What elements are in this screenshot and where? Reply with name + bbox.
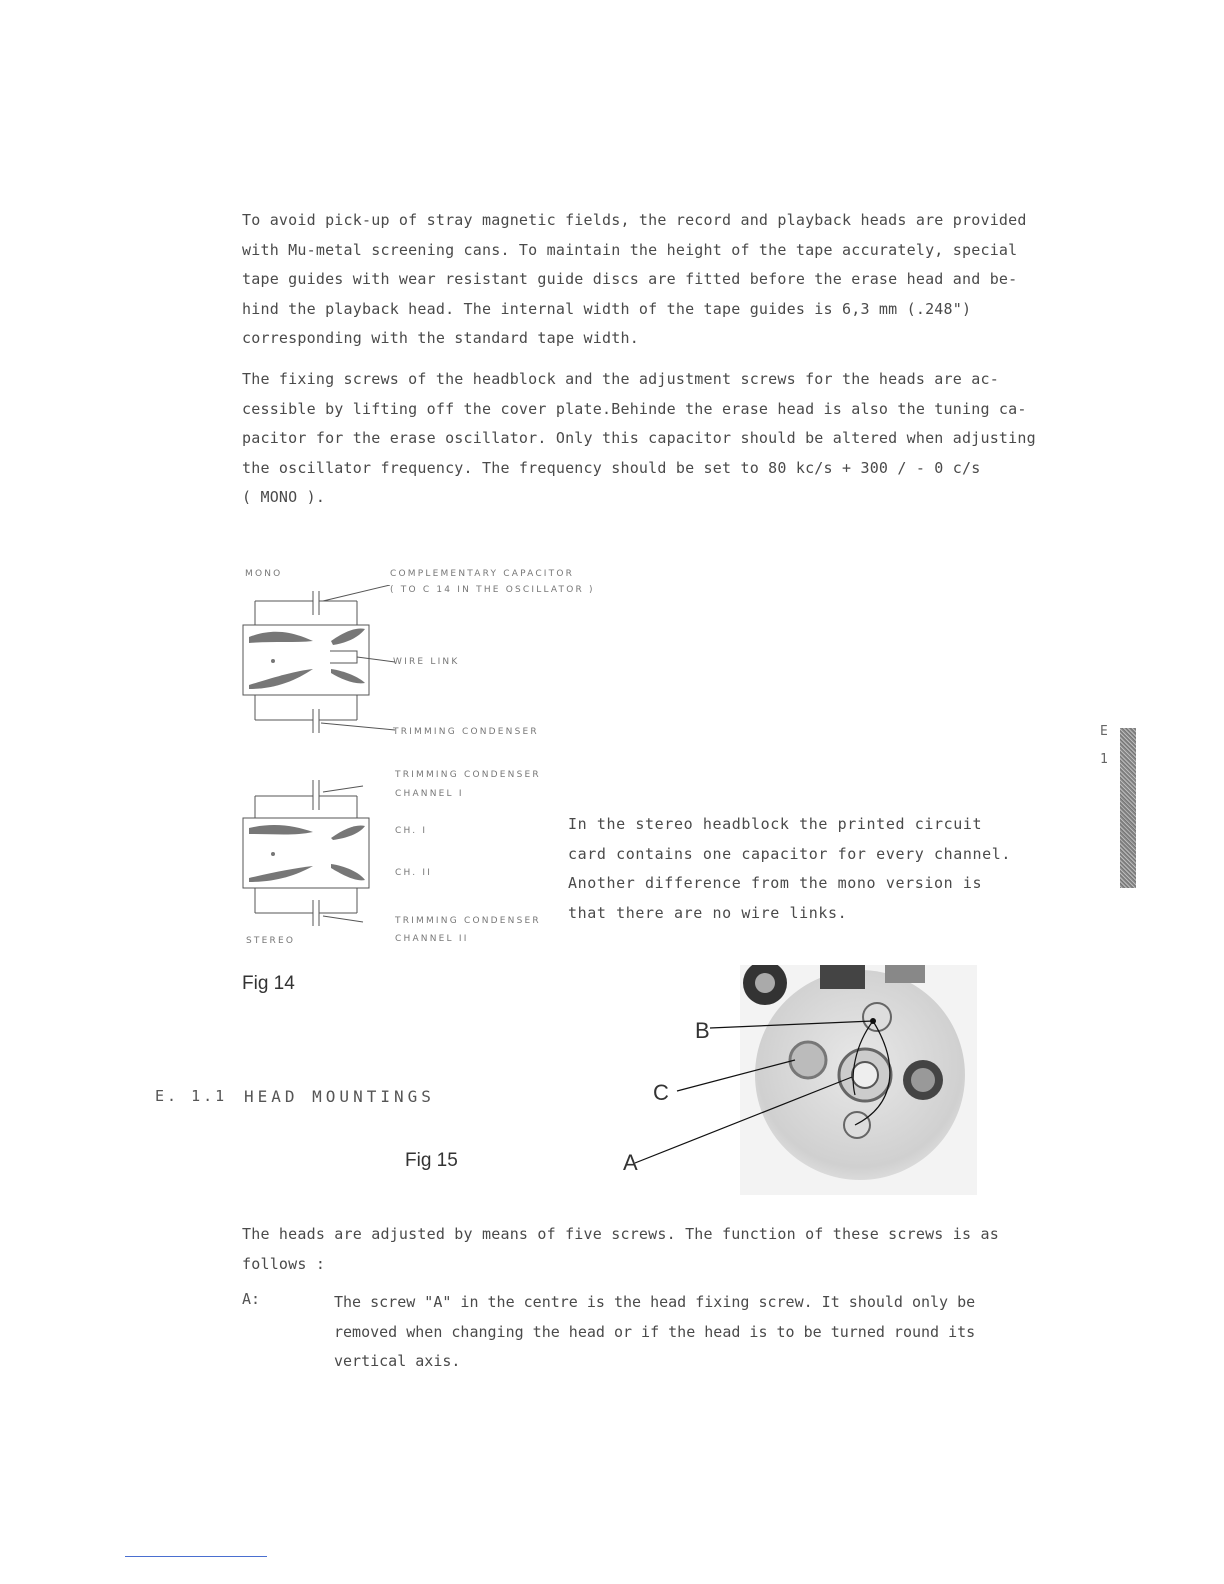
head-mounting-photo xyxy=(615,965,977,1195)
footer-rule xyxy=(125,1556,267,1557)
paragraph-2-line: pacitor for the erase oscillator. Only this capacitor should be altered when adjusting xyxy=(242,429,1036,447)
stereo-description-line: Another difference from the mono version is xyxy=(568,874,983,892)
trimming-condenser-channel-1-sublabel: CHANNEL I xyxy=(395,789,464,799)
trimming-condenser-label: TRIMMING CONDENSER xyxy=(393,727,539,737)
side-tab xyxy=(1120,728,1136,888)
item-a-label: A: xyxy=(242,1290,261,1308)
paragraph-1-line: hind the playback head. The internal width of the tape guides is 6,3 mm (.248") xyxy=(242,299,972,318)
complementary-capacitor-sublabel: ( TO C 14 IN THE OSCILLATOR ) xyxy=(390,585,595,595)
wire-link-label: WIRE LINK xyxy=(393,657,460,667)
fig-15-label-b: B xyxy=(695,1018,710,1043)
paragraph-1-line: corresponding with the standard tape width. xyxy=(242,329,639,347)
fig-14-caption: Fig 14 xyxy=(242,973,295,994)
item-a-text xyxy=(334,1288,974,1377)
section-number: E. 1.1 xyxy=(155,1087,228,1105)
fig-15-caption: Fig 15 xyxy=(405,1150,458,1171)
trimming-condenser-channel-1-label: TRIMMING CONDENSER xyxy=(395,770,541,780)
mono-headblock-diagram xyxy=(235,585,395,735)
fig-15-label-a: A xyxy=(623,1150,638,1175)
stereo-description-line: that there are no wire links. xyxy=(568,903,848,922)
paragraph-2-line: ( MONO ). xyxy=(242,488,326,506)
paragraph-3 xyxy=(242,1220,999,1279)
fig-15-label-c: C xyxy=(653,1080,669,1105)
trimming-condenser-channel-2-sublabel: CHANNEL II xyxy=(395,934,469,944)
paragraph-3-line: follows : xyxy=(242,1254,326,1273)
paragraph-1-line: tape guides with wear resistant guide discs are fitted before the erase head and be- xyxy=(242,270,1018,288)
mono-label: MONO xyxy=(245,569,283,579)
channel-2-label: CH. II xyxy=(395,868,433,878)
item-a-line: removed when changing the head or if the head is to be turned round its xyxy=(334,1322,976,1341)
paragraph-2-line: the oscillator frequency. The frequency should be set to 80 kc/s + 300 / - 0 c/s xyxy=(242,458,981,477)
paragraph-1-line: with Mu-metal screening cans. To maintain the height of the tape accurately, special xyxy=(242,240,1018,259)
paragraph-2 xyxy=(242,365,1036,513)
side-tab-letter: E xyxy=(1100,724,1108,739)
paragraph-3-line: The heads are adjusted by means of five screws. The function of these screws is as xyxy=(242,1225,999,1243)
paragraph-1 xyxy=(242,206,1027,354)
paragraph-2-line: The fixing screws of the headblock and the adjustment screws for the heads are ac- xyxy=(242,370,999,388)
stereo-description-line: In the stereo headblock the printed circuit xyxy=(568,815,983,833)
item-a-line: vertical axis. xyxy=(334,1352,461,1370)
item-a-line: The screw "A" in the centre is the head fixing screw. It should only be xyxy=(334,1293,976,1311)
channel-1-label: CH. I xyxy=(395,826,428,836)
section-title: HEAD MOUNTINGS xyxy=(244,1087,435,1106)
complementary-capacitor-label: COMPLEMENTARY CAPACITOR xyxy=(390,569,575,579)
paragraph-2-line: cessible by lifting off the cover plate.Behinde the erase head is also the tuning ca- xyxy=(242,399,1027,418)
paragraph-1-line: To avoid pick-up of stray magnetic fields, the record and playback heads are provided xyxy=(242,211,1027,229)
trimming-condenser-channel-2-label: TRIMMING CONDENSER xyxy=(395,916,541,926)
side-tab-number: 1 xyxy=(1100,752,1108,767)
stereo-headblock-diagram xyxy=(235,778,395,933)
stereo-description xyxy=(568,810,1012,928)
stereo-description-line: card contains one capacitor for every channel. xyxy=(568,844,1012,863)
stereo-label: STEREO xyxy=(246,936,296,946)
